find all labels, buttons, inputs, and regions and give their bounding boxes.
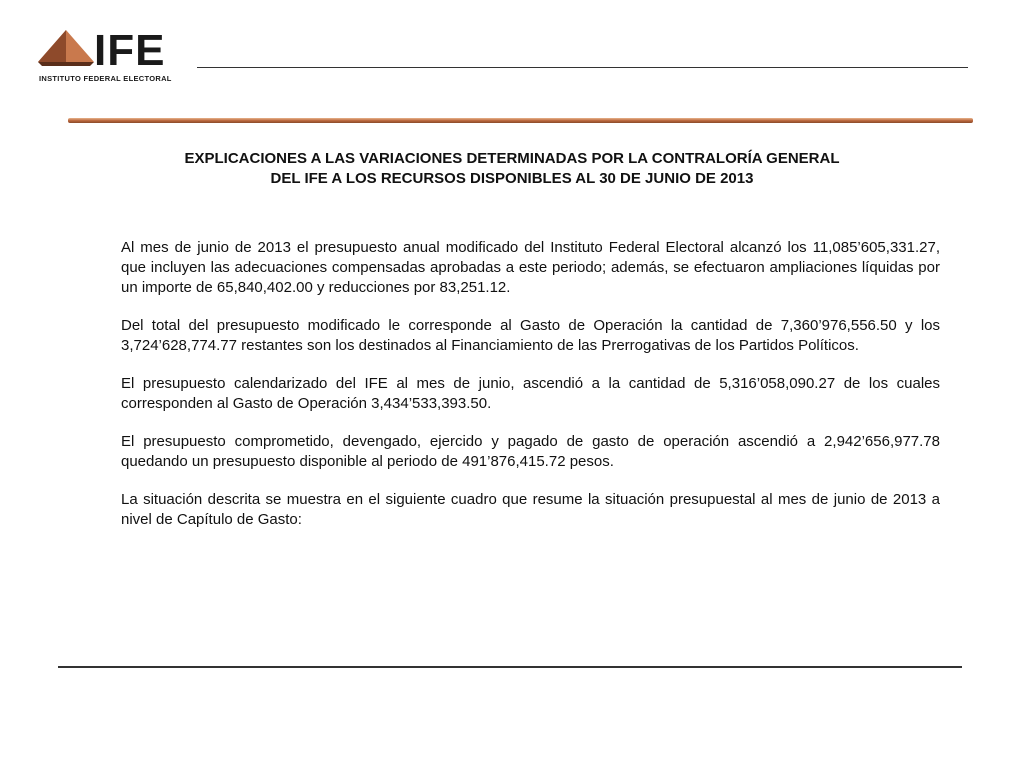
title-line-2: DEL IFE A LOS RECURSOS DISPONIBLES AL 30 DE JUNIO DE 2013 [270,170,754,187]
document-body [121,238,940,548]
ife-logo [36,26,196,86]
title-line-1: EXPLICACIONES A LAS VARIACIONES DETERMINADAS POR LA CONTRALORÍA GENERAL [184,150,840,167]
logo-subtitle: INSTITUTO FEDERAL ELECTORAL [39,74,172,83]
paragraph-1: Al mes de junio de 2013 el presupuesto anual modificado del Instituto Federal Electoral alcanzó los 11,085’605,331.27, que incluyen las adecuaciones compensadas aprobadas a este periodo; además, se efectuaron ampliaciones líquidas por un importe de 65,840,402.00 y reducciones por 83,251.12. [121,239,940,296]
header-divider [197,67,968,68]
paragraph-4: El presupuesto comprometido, devengado, ejercido y pagado de gasto de operación ascendió a 2,942’656,977.78 quedando un presupuesto disponible al periodo de 491’876,415.72 pesos. [121,433,940,470]
paragraph-3: El presupuesto calendarizado del IFE al mes de junio, ascendió a la cantidad de 5,316’058,090.27 de los cuales corresponden al Gasto de Operación 3,434’533,393.50. [121,375,940,412]
paragraph-2: Del total del presupuesto modificado le corresponde al Gasto de Operación la cantidad de 7,360’976,556.50 y los 3,724’628,774.77 restantes son los destinados al Financiamiento de las Prerrogativas de los Partidos Políticos. [121,317,940,354]
paragraph-5: La situación descrita se muestra en el siguiente cuadro que resume la situación presupuestal al mes de junio de 2013 a nivel de Capítulo de Gasto: [121,491,940,528]
logo-pyramid-icon [36,26,96,74]
footer-divider [58,666,962,668]
page-title [60,149,964,189]
logo-wordmark: IFE [94,26,166,75]
accent-bar [68,118,973,123]
